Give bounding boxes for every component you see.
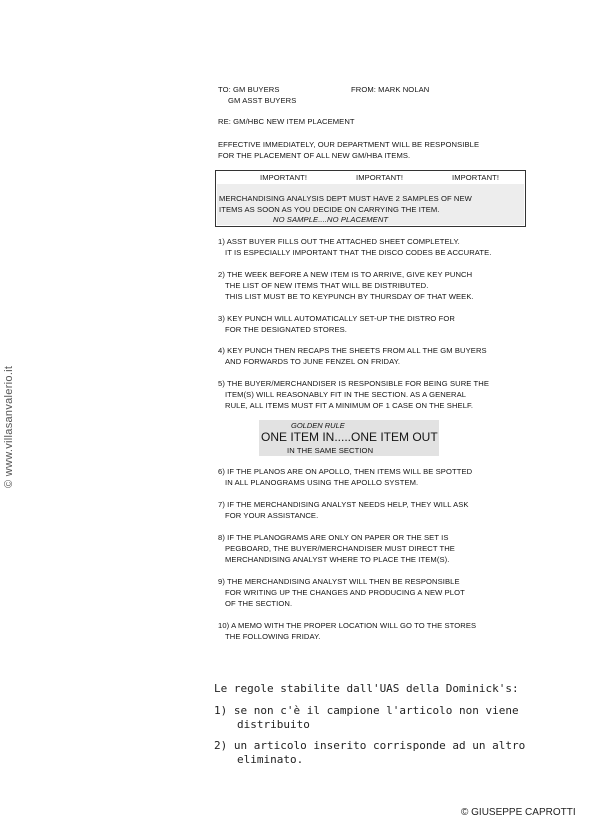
golden-rule-main: ONE ITEM IN.....ONE ITEM OUT bbox=[261, 430, 438, 444]
step-2-line-2: THE LIST OF NEW ITEMS THAT WILL BE DISTRIBUTED. bbox=[225, 281, 429, 290]
re-line: RE: GM/HBC NEW ITEM PLACEMENT bbox=[218, 117, 355, 126]
step-10-line-1: 10) A MEMO WITH THE PROPER LOCATION WILL GO TO THE STORES bbox=[218, 621, 477, 630]
to-line-2: GM ASST BUYERS bbox=[228, 96, 297, 105]
watermark-text: © www.villasanvalerio.it bbox=[3, 365, 15, 488]
note-item-1-line-1: 1) se non c'è il campione l'articolo non viene bbox=[214, 704, 519, 717]
step-2-line-1: 2) THE WEEK BEFORE A NEW ITEM IS TO ARRIVE, GIVE KEY PUNCH bbox=[218, 270, 473, 279]
step-9-line-2: FOR WRITING UP THE CHANGES AND PRODUCING A NEW PLOT bbox=[225, 588, 465, 597]
step-5-line-2: ITEM(S) WILL REASONABLY FIT IN THE SECTION. AS A GENERAL bbox=[225, 390, 467, 399]
note-item-2-line-1: 2) un articolo inserito corrisponde ad un altro bbox=[214, 739, 526, 752]
step-2-line-3: THIS LIST MUST BE TO KEYPUNCH BY THURSDAY OF THAT WEEK. bbox=[225, 292, 474, 301]
step-9-line-1: 9) THE MERCHANDISING ANALYST WILL THEN BE RESPONSIBLE bbox=[218, 577, 460, 586]
step-8-line-3: MERCHANDISING ANALYST WHERE TO PLACE THE ITEM(S). bbox=[225, 555, 450, 564]
step-6-line-1: 6) IF THE PLANOS ARE ON APOLLO, THEN ITEMS WILL BE SPOTTED bbox=[218, 467, 473, 476]
step-3-line-1: 3) KEY PUNCH WILL AUTOMATICALLY SET-UP THE DISTRO FOR bbox=[218, 314, 455, 323]
golden-rule-title: GOLDEN RULE bbox=[291, 421, 345, 430]
step-10-line-2: THE FOLLOWING FRIDAY. bbox=[225, 632, 321, 641]
note-item-1-line-2: distribuito bbox=[237, 718, 310, 731]
step-7-line-1: 7) IF THE MERCHANDISING ANALYST NEEDS HELP, THEY WILL ASK bbox=[218, 500, 469, 509]
step-8-line-1: 8) IF THE PLANOGRAMS ARE ONLY ON PAPER OR THE SET IS bbox=[218, 533, 449, 542]
important-box bbox=[215, 170, 526, 227]
step-5-line-3: RULE, ALL ITEMS MUST FIT A MINIMUM OF 1 CASE ON THE SHELF. bbox=[225, 401, 474, 410]
step-4-line-2: AND FORWARDS TO JUNE FENZEL ON FRIDAY. bbox=[225, 357, 401, 366]
important-label-3: IMPORTANT! bbox=[452, 173, 500, 182]
note-item-2-line-2: eliminato. bbox=[237, 753, 304, 766]
step-8-line-2: PEGBOARD, THE BUYER/MERCHANDISER MUST DIRECT THE bbox=[225, 544, 455, 553]
important-label-1: IMPORTANT! bbox=[260, 173, 308, 182]
step-1-line-1: 1) ASST BUYER FILLS OUT THE ATTACHED SHEET COMPLETELY. bbox=[218, 237, 460, 246]
no-sample-emphasis: NO SAMPLE....NO PLACEMENT bbox=[273, 215, 389, 224]
intro-line-1: EFFECTIVE IMMEDIATELY, OUR DEPARTMENT WILL BE RESPONSIBLE bbox=[218, 140, 480, 149]
step-3-line-2: FOR THE DESIGNATED STORES. bbox=[225, 325, 348, 334]
step-4-line-1: 4) KEY PUNCH THEN RECAPS THE SHEETS FROM ALL THE GM BUYERS bbox=[218, 346, 487, 355]
important-label-2: IMPORTANT! bbox=[356, 173, 404, 182]
step-6-line-2: IN ALL PLANOGRAMS USING THE APOLLO SYSTEM. bbox=[225, 478, 419, 487]
important-line-1: MERCHANDISING ANALYSIS DEPT MUST HAVE 2 SAMPLES OF NEW bbox=[219, 194, 472, 203]
note-heading: Le regole stabilite dall'UAS della Dominick's: bbox=[214, 682, 519, 695]
important-line-2: ITEMS AS SOON AS YOU DECIDE ON CARRYING THE ITEM. bbox=[219, 205, 440, 214]
photo-credit: © GIUSEPPE CAPROTTI bbox=[461, 807, 576, 818]
step-7-line-2: FOR YOUR ASSISTANCE. bbox=[225, 511, 319, 520]
to-line-1: TO: GM BUYERS bbox=[218, 85, 280, 94]
step-9-line-3: OF THE SECTION. bbox=[225, 599, 293, 608]
intro-line-2: FOR THE PLACEMENT OF ALL NEW GM/HBA ITEMS. bbox=[218, 151, 411, 160]
golden-rule-sub: IN THE SAME SECTION bbox=[287, 446, 374, 455]
golden-rule-box bbox=[259, 420, 439, 456]
step-1-line-2: IT IS ESPECIALLY IMPORTANT THAT THE DISCO CODES BE ACCURATE. bbox=[225, 248, 492, 257]
from-line: FROM: MARK NOLAN bbox=[351, 85, 430, 94]
step-5-line-1: 5) THE BUYER/MERCHANDISER IS RESPONSIBLE FOR BEING SURE THE bbox=[218, 379, 490, 388]
